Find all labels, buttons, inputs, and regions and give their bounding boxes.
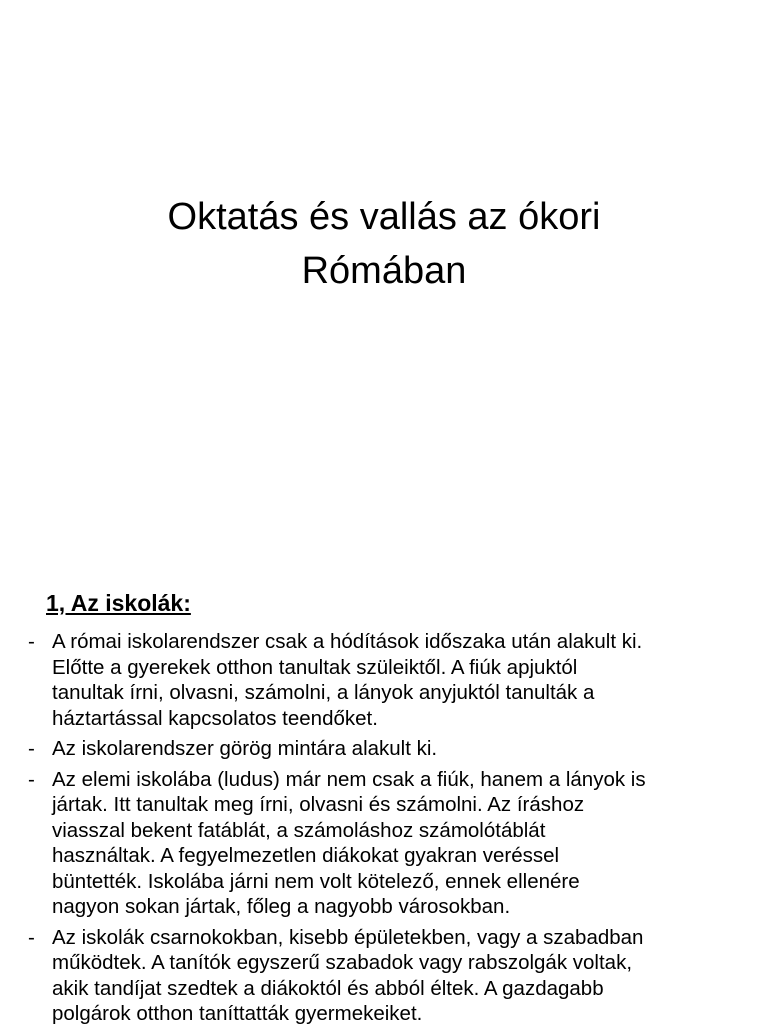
bullet-dash: - bbox=[28, 737, 35, 760]
bullet-line: tanultak írni, olvasni, számolni, a lányok anyjuktól tanulták a bbox=[52, 681, 595, 704]
bullet-line: nagyon sokan jártak, főleg a nagyobb városokban. bbox=[52, 895, 511, 918]
bullet-line: viasszal bekent fatáblát, a számoláshoz számolótáblát bbox=[52, 818, 546, 842]
bullet-line: polgárok otthon taníttatták gyermekeiket. bbox=[52, 1002, 423, 1025]
bullet-line: háztartással kapcsolatos teendőket. bbox=[52, 706, 378, 730]
bullet-line: jártak. Itt tanultak meg írni, olvasni és számolni. Az íráshoz bbox=[52, 793, 585, 816]
bullet-dash: - bbox=[28, 630, 35, 653]
bullet-dash: - bbox=[28, 925, 35, 949]
bullet-line: Az elemi iskolába (ludus) már nem csak a fiúk, hanem a lányok is bbox=[52, 767, 646, 791]
bullet-line: használtak. A fegyelmezetlen diákokat gyakran veréssel bbox=[52, 844, 560, 867]
bullet-dash: - bbox=[28, 767, 35, 791]
bullet-line: Az iskolarendszer görög mintára alakult ki. bbox=[52, 737, 438, 760]
bullet-list bbox=[28, 629, 758, 1032]
bullet-item bbox=[28, 629, 758, 731]
slide-title bbox=[0, 190, 768, 298]
bullet-line: működtek. A tanítók egyszerű szabadok vagy rabszolgák voltak, bbox=[52, 951, 633, 974]
bullet-line: Előtte a gyerekek otthon tanultak szüleiktől. A fiúk apjuktól bbox=[52, 655, 578, 679]
bullet-line: büntették. Iskolába járni nem volt kötelező, ennek ellenére bbox=[52, 869, 580, 893]
bullet-line: akik tandíjat szedtek a diákoktól és abból éltek. A gazdagabb bbox=[52, 976, 604, 1000]
section-heading: 1, Az iskolák: bbox=[46, 590, 191, 616]
bullet-item bbox=[28, 925, 758, 1027]
bullet-item bbox=[28, 736, 758, 762]
bullet-line: A római iskolarendszer csak a hódítások időszaka után alakult ki. bbox=[52, 630, 643, 653]
slide-title-line-2: Rómában bbox=[301, 250, 467, 292]
bullet-item bbox=[28, 767, 758, 920]
slide-title-line-1: Oktatás és vallás az ókori bbox=[167, 196, 601, 238]
content-slide bbox=[0, 576, 768, 1024]
bullet-line: Az iskolák csarnokokban, kisebb épületekben, vagy a szabadban bbox=[52, 925, 644, 949]
